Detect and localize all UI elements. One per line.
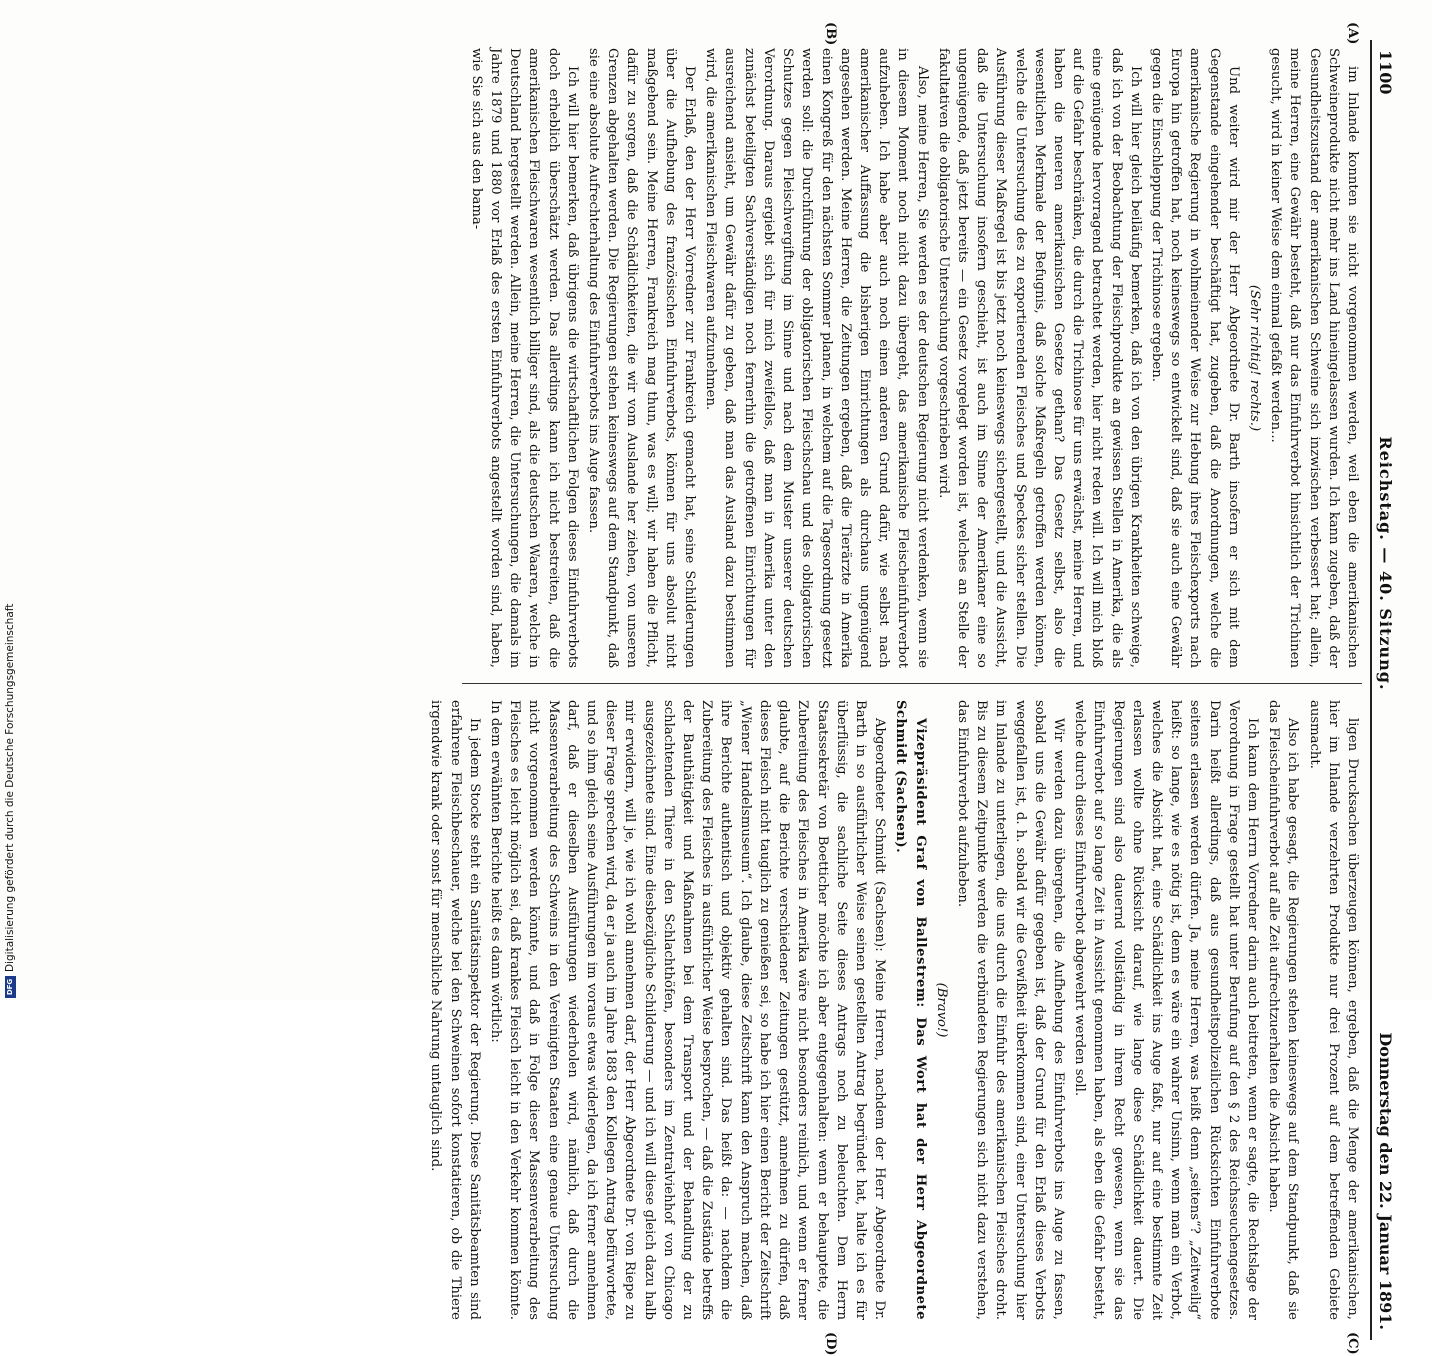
paragraph: ligen Drucksachen überzeugen können, ergeben, daß die Menge der amerikanischen, hier im Inlande verzehrten Produkte nur drei Prozent auf dem betreffenden Gebiete ausmacht. [1306,700,1360,1320]
session-date: Donnerstag den 22. Januar 1891. [1376,1032,1396,1330]
paragraph: Ich kann dem Herrn Vorredner darin auch beitreten, wenn er sagte, die Rechtslage der Verordnung in Frage gestellt hat unter Berufung auf den § 2 des Reichsseuchengesetzes. Darin heißt allerdings, daß aus gesundheitspolizeilichen Rücksichten Einfuhrverbote seitens erlassen werden dürfen. Ja, meine Herren, was heißt denn „seitens“? „Zeitweilig“ heißt: so lange, wie es nötig ist, denn es wäre ein wahrer Unsinn, wenn man ein Verbot, welches die Absicht hat, eine Schädlichkeit ins Auge faßt, nur auf eine bestimmte Zeit erlassen wollte ohne Rücksicht darauf, wie lange diese Schädlichkeit dauert. Die Regierungen sind also dauernd vollständig in ihrem Recht gewesen, wenn sie das Einfuhrverbot auf so lange Zeit in Aussicht genommen haben, als eben die Gefahr besteht, welche durch dieses Einfuhrverbot abgewehrt werden soll. [1072,700,1260,1320]
right-text-column [428,700,1362,1320]
column-divider [462,683,1362,684]
margin-mark-a: (A) [1345,22,1360,45]
rotated-page [100,22,1400,1356]
speaker-paragraph: Vizepräsident Graf von Ballestrem: Das Wort hat der Herr Abgeordnete Schmidt (Sachsen). [893,700,928,1320]
paragraph: Ich will hier bemerken, daß übrigens die wirtschaftlichen Folgen dieses Einfuhrverbots doch erheblich überschätzt werden. Das allerdings kann ich nicht bestreiten, daß die amerikanischen Fleischwaren wesentlich billiger sind, als die deutschen Waaren, welche in Deutschland hergestellt werden. Allein, meine Herren, die Untersuchungen, die damals im Jahre 1879 und 1880 vor Erlaß des ersten Einfuhrverbots angestellt worden sind, haben, wie Sie sich aus den bama- [468,48,580,668]
margin-mark-b: (B) [823,22,838,46]
paragraph: Also, meine Herren, Sie werden es der deutschen Regierung nicht verdenken, wenn sie in diesem Moment noch nicht dazu übergeht, das amerikanische Fleischeinfuhrverbot aufzuheben. Ich habe aber auch noch einen anderen Grund dafür, wie selbst nach amerikanischer Auffassung die bisherigen Einrichtungen als durchaus ungenügend angesehen werden. Meine Herren, die Zeitungen ergeben, daß die Tierärzte in Amerika einen Kongreß für den nächsten Sommer planen, in welchem auf die Tagesordnung gesetzt werden soll: die Durchführung der obligatorischen Fleischschau und des obligatorischen Schutzes gegen Fleischvergiftung im Sinne und nach dem Muster unserer deutschen Verordnung. Daraus ergiebt sich für mich zweifellos, daß man in Amerika unter den zunächst beteiligten Sachverständigen noch fernerhin die getroffenen Einrichtungen für ausreichend ansieht, um Gewähr dafür zu geben, daß man das Ausland dazu bestimmen wird, die amerikanischen Fleischwaren aufzunehmen. [703,48,930,668]
paragraph: Der Erlaß, den der Herr Vorredner zur Frankreich gemacht hat, seine Schilderungen über die Aufhebung des französischen Einfuhrverbots, können für uns absolut nicht maßgebend sein. Meine Herren, Frankreich mag thun, was es will; wir haben die Pflicht, dafür zu sorgen, daß die Schädlichkeiten, die wir vom Auslande her ziehen, von unseren Grenzen abgehalten werden. Die Regierungen stehen keineswegs auf dem Standpunkt, daß sie eine absolute Aufrechterhaltung des Einfuhrverbots ins Auge fassen. [586,48,698,668]
left-text-column [462,48,1362,668]
dfg-logo: DFG [5,976,16,998]
session-title: Reichstag. — 40. Sitzung. [1376,436,1396,691]
paragraph: Und weiter wird mir der Herr Abgeordnete Dr. Barth insofern er sich mit dem Gegenstande eingehender beschäftigt hat, zugeben, daß die Anordnungen, welche die amerikanische Regierung in wohlmeinender Weise zur Hebung ihres Fleischexports nach Europa hin getroffen hat, noch keineswegs so entwickelt sind, daß sie auch eine Gewähr gegen die Einschleppung der Trichinose ergeben. [1148,48,1241,668]
paragraph: Wir werden dazu übergehen, die Aufhebung des Einfuhrverbots ins Auge zu fassen, sobald uns die Gewähr dafür gegeben ist, daß der Grund für den Erlaß dieses Verbots weggefallen ist, d. h. sobald wir die Gewißheit überkommen sind, einer Untersuchung hier im Inlande zu unterliegen, die uns durch die Einfuhr des amerikanischen Fleisches droht. Bis zu diesem Zeitpunkte werden die verbündeten Regierungen sich nicht dazu verstehen, das Einfuhrverbot aufzuheben. [954,700,1066,1320]
page-number: 1100 [1376,50,1396,95]
margin-mark-d: (D) [823,1332,838,1356]
paragraph: im Inlande konnten sie nicht vorgenommen werden, weil eben die amerikanischen Schweineprodukte nicht mehr ins Land hineingelassen wurden. Ich kann zugeben, daß der Gesundheitszustand der amerikanischen Schweine sich inzwischen verbessert hat; allein, meine Herren, eine Gewähr besteht, daß nur das Einfuhrverbot hinsichtlich der Trichinen gesucht, wird in keiner Weise dem einmal gefaßt werden... [1268,48,1360,668]
interjection: (Bravo!) [933,982,949,1038]
paragraph: Ich will hier gleich beiläufig bemerken, daß ich von den übrigen Krankheiten schweige, daß ich von der Beobachtung der Fleischprodukte an gewissen Stellen in Amerika, die als eine genügende hervorragend betrachtet werden, hier nicht reden will. Ich will mich bloß auf die Gefahr beschränken, die durch die Trichinose für uns erwächst, meine Herren, und haben die neueren amerikanischen Gesetze gethan? Das Gesetz selbst, also die wesentlichen Merkmale der Befugnis, daß solche Maßregeln getroffen werden können, welche die Untersuchung des zu exportierenden Fleisches und Speckes sicher stellen. Die Ausführung dieser Maßregel ist bis jetzt noch keineswegs sichergestellt, und die Aussicht, daß die Untersuchung insofern geschieht, ist auch im Sinne der Amerikaner eine so ungenügende, daß jetzt bereits — ein Gesetz vorgelegt worden ist, welches an Stelle der fakultativen die obligatorische Untersuchung vorgeschrieben wird. [935,48,1143,668]
credit-text: Digitalisierung gefördert durch die Deutsche Forschungsgemeinschaft [4,603,16,972]
page-header [1370,40,1400,1340]
digitization-credit [4,604,16,998]
speech-paragraph: Abgeordneter Schmidt (Sachsen): Meine Herren, nachdem der Herr Abgeordnete Dr. Barth in so ausführlicher Weise seinen gestellten Antrag begründet hat, halte ich es für überflüssig, die sachliche Seite dieses Antrags noch zu beleuchten. Dem Herrn Staatssekretär von Boetticher möchte ich aber entgegenhalten: wenn er behauptete, die Zubereitung des Fleisches in Amerika wäre nicht besonders reinlich, und wenn er ferner glaubte, auf die Berichte verschiedener Zeitungen gestützt, annehmen zu dürfen, daß dieses Fleisch nicht tauglich zu genießen sei, so habe ich hier einen Bericht der Zeitschrift „Wiener Handelsmuseum“. Ich glaube, diese Zeitschrift kann den Anspruch machen, daß ihre Berichte authentisch und objektiv gehalten sind. Das heißt da: — nachdem die Zubereitung des Fleisches in ausführlicher Weise besprochen, — daß die Zustände betreffs der Bauthätigkeit und Maßnahmen bei dem Transport und der Behandlung der zu schlachtenden Thiere in den Schlachthöfen, besonders im Zentralviehhof von Chicago ausgezeichnete sind. Eine diesbezügliche Schilderung — und ich will diese gleich dazu halb mir erwidern, will je, wie ich wohl annehmen darf, der Herr Abgeordnete Dr. von Riepe zu dieser Frage sprechen wird, da er ja auch im Jahre 1883 den Kollegen Antrag befürwortete, und so ihm gleich seine Ausführungen im voraus etwas widerlegen, da ich ferner annehmen darf, daß er dieselben Ausführungen wiederholen wird, nämlich, daß durch die Massenverarbeitung des Schweins in den Vereinigten Staaten eine genaue Untersuchung nicht vorgenommen werden könnte, und daß in Folge dieser Massenverarbeitung des Fleisches es leicht möglich sei, daß krankes Fleisch leicht in den Verkehr kommen könnte. In dem erwähnten Berichte heißt es dann wörtlich: [488,700,888,1320]
quoted-paragraph: In jedem Stocke steht ein Sanitätsinspektor der Regierung. Diese Sanitätsbeamten sind erfahrene Fleischbeschauer, welche bei den Schweinen sofort konstatieren, ob die Thiere irgendwie krank oder sonst für menschliche Nahrung untauglich sind. [428,700,482,1320]
margin-mark-c: (C) [1345,1332,1360,1355]
paragraph: Also ich habe gesagt, die Regierungen stehen keineswegs auf dem Standpunkt, daß sie das Fleischeinfuhrverbot auf alle Zeit aufrechtzuerhalten die Absicht haben. [1266,700,1301,1320]
interjection: (Sehr richtig! rechts.) [1246,284,1262,432]
